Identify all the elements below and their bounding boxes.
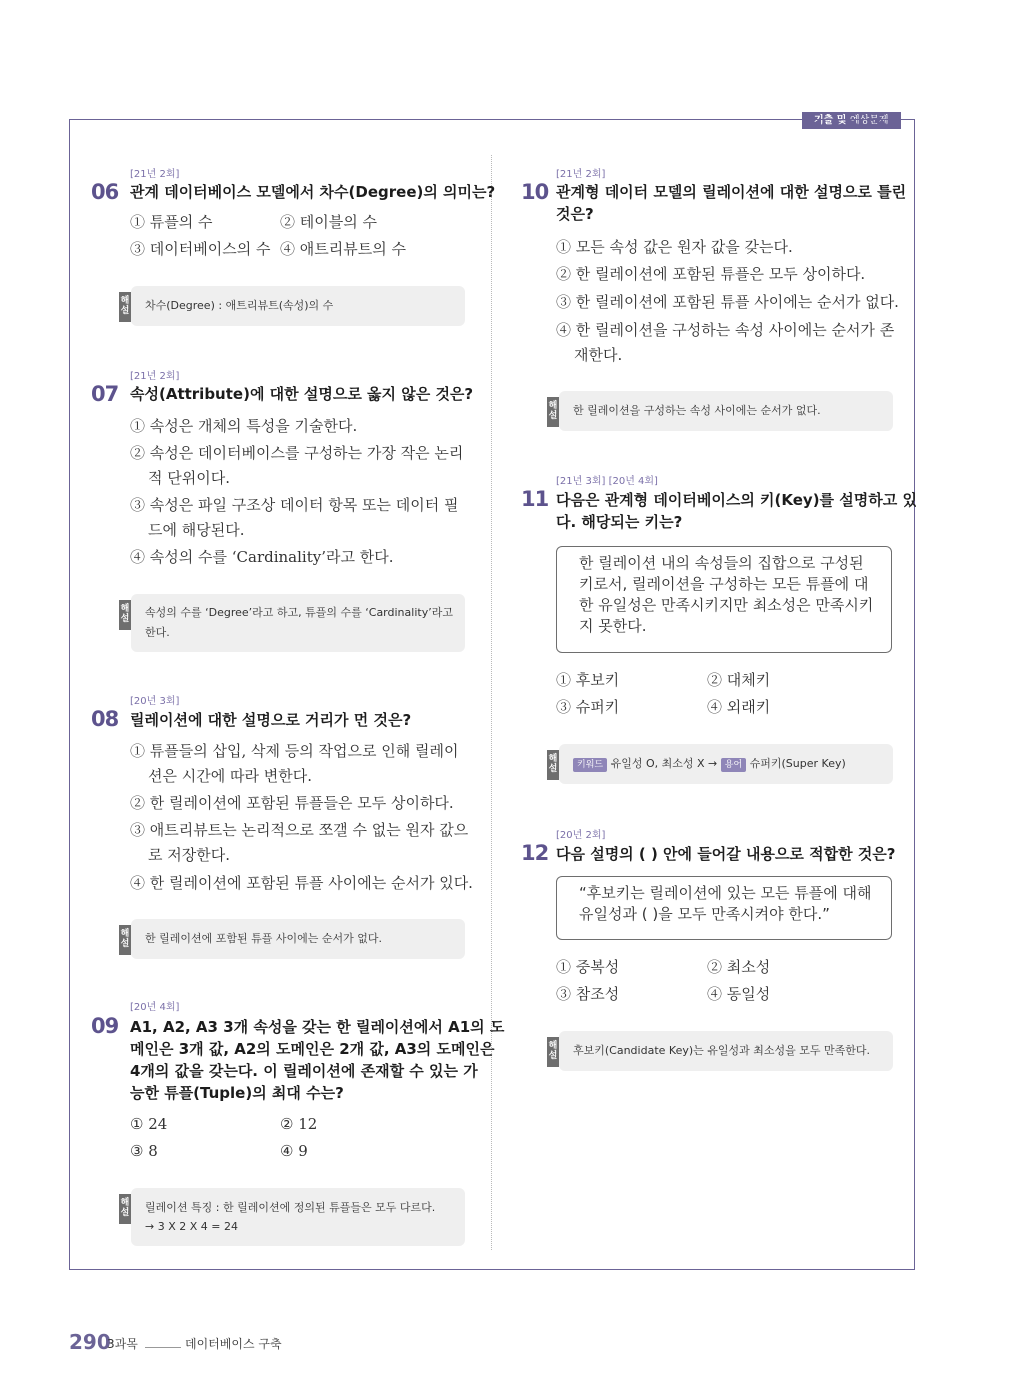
explanation-text: 속성의 수를 ‘Degree’라고 하고, 튜플의 수를 ‘Cardinality’라고 — [145, 606, 453, 619]
question-title: 다음 설명의 ( ) 안에 들어갈 내용으로 적합한 것은? — [556, 845, 896, 863]
question-title: 관계 데이터베이스 모델에서 차수(Degree)의 의미는? — [130, 183, 496, 201]
question-source: [20년 2회] — [556, 830, 606, 841]
option: ② 테이블의 수 — [280, 213, 377, 231]
explanation-text: 후보키(Candidate Key)는 유일성과 최소성을 모두 만족한다. — [573, 1044, 871, 1057]
question-number: 08 — [91, 707, 119, 731]
explanation-label: 해 설 — [119, 600, 131, 630]
explanation-text: 한 릴레이션에 포함된 튜플 사이에는 순서가 없다. — [145, 932, 382, 945]
question-title: 다. 해당되는 키는? — [556, 513, 683, 531]
question-source: [21년 3회] [20년 4회] — [556, 476, 658, 487]
explanation-text — [573, 754, 846, 774]
option: ④ 동일성 — [707, 985, 771, 1003]
explanation-text: 한 릴레이션을 구성하는 속성 사이에는 순서가 없다. — [573, 404, 821, 417]
question-number: 09 — [91, 1014, 119, 1038]
option: ① 튜플의 수 — [130, 213, 213, 231]
question-source: [21년 2회] — [556, 169, 606, 180]
option-cont: 션은 시간에 따라 변한다. — [148, 767, 312, 785]
explanation-label: 해 설 — [119, 1194, 131, 1224]
question-source: [20년 3회] — [130, 696, 180, 707]
option: ② 한 릴레이션에 포함된 튜플들은 모두 상이하다. — [130, 794, 454, 812]
footer-chapter: 데이터베이스 구축 — [185, 1337, 282, 1351]
explanation-box — [120, 919, 465, 959]
explanation-box — [120, 594, 465, 652]
explanation-label: 해 설 — [119, 925, 131, 955]
option: ② 한 릴레이션에 포함된 튜플은 모두 상이하다. — [556, 265, 866, 283]
option: ① 모든 속성 값은 원자 값을 갖는다. — [556, 238, 793, 256]
option: ④ 속성의 수를 ‘Cardinality’라고 한다. — [130, 548, 394, 566]
question-title: 4개의 값을 갖는다. 이 릴레이션에 존재할 수 있는 가 — [130, 1062, 478, 1080]
keyword-badge: 키워드 — [573, 758, 607, 772]
question-title: 능한 튜플(Tuple)의 최대 수는? — [130, 1084, 344, 1102]
explanation-box — [548, 391, 893, 431]
option-cont: 드에 해당된다. — [148, 521, 245, 539]
option: ② 속성은 데이터베이스를 구성하는 가장 작은 논리 — [130, 444, 464, 462]
explanation-box — [548, 744, 893, 784]
question-source: [21년 2회] — [130, 169, 180, 180]
option: ② 최소성 — [707, 958, 771, 976]
footer-subject: 3과목 — [107, 1337, 138, 1351]
question-number: 10 — [521, 180, 549, 204]
option-cont: 적 단위이다. — [148, 469, 230, 487]
box-line: 한 유일성은 만족시키지만 최소성은 만족시키 — [579, 596, 874, 614]
box-line: 유일성과 ( )을 모두 만족시켜야 한다.” — [579, 905, 830, 923]
option: ① 후보키 — [556, 671, 620, 689]
option: ③ 애트리뷰트는 논리적으로 쪼갤 수 없는 원자 값으 — [130, 821, 469, 839]
explanation-box — [120, 1188, 465, 1246]
question-title: 릴레이션에 대한 설명으로 거리가 먼 것은? — [130, 711, 412, 729]
explanation-label: 해 설 — [547, 1037, 559, 1067]
box-line: 키로서, 릴레이션을 구성하는 모든 튜플에 대 — [579, 575, 869, 593]
option: ① 튜플들의 삽입, 삭제 등의 작업으로 인해 릴레이 — [130, 742, 459, 760]
question-number: 12 — [521, 841, 549, 865]
question-number: 11 — [521, 487, 549, 511]
explanation-box — [120, 286, 465, 326]
option: ① 중복성 — [556, 958, 620, 976]
term-text: 슈퍼키(Super Key) — [749, 757, 846, 770]
box-line: 지 못한다. — [579, 617, 647, 635]
keyword-text: 유일성 O, 최소성 X → — [610, 757, 718, 770]
section-tag: 기출 및 예상문제 — [802, 112, 901, 129]
definition-box — [556, 546, 892, 653]
question-title: A1, A2, A3 3개 속성을 갖는 한 릴레이션에서 A1의 도 — [130, 1018, 505, 1036]
explanation-label: 해 설 — [119, 292, 131, 322]
option: ③ 슈퍼키 — [556, 698, 620, 716]
option: ④ 한 릴레이션을 구성하는 속성 사이에는 순서가 존 — [556, 321, 895, 339]
column-divider — [491, 155, 492, 1250]
question-number: 06 — [91, 180, 119, 204]
definition-box — [556, 876, 892, 940]
question-source: [21년 2회] — [130, 371, 180, 382]
box-line: 한 릴레이션 내의 속성들의 집합으로 구성된 — [579, 554, 864, 572]
option: ① 속성은 개체의 특성을 기술한다. — [130, 417, 358, 435]
option: ② 12 — [280, 1115, 318, 1133]
explanation-text: 한다. — [145, 626, 170, 639]
explanation-text: → 3 X 2 X 4 = 24 — [145, 1220, 238, 1233]
footer-divider — [145, 1347, 181, 1348]
option: ③ 속성은 파일 구조상 데이터 항목 또는 데이터 필 — [130, 496, 459, 514]
option: ③ 8 — [130, 1142, 158, 1160]
option: ① 24 — [130, 1115, 168, 1133]
explanation-label: 해 설 — [547, 397, 559, 427]
term-badge: 용어 — [721, 758, 746, 772]
explanation-label: 해 설 — [547, 750, 559, 780]
question-title: 다음은 관계형 데이터베이스의 키(Key)를 설명하고 있 — [556, 491, 917, 509]
option: ③ 데이터베이스의 수 — [130, 240, 271, 258]
option: ④ 애트리뷰트의 수 — [280, 240, 406, 258]
page-number: 290 — [69, 1330, 111, 1354]
option: ④ 한 릴레이션에 포함된 튜플 사이에는 순서가 있다. — [130, 874, 473, 892]
question-title: 속성(Attribute)에 대한 설명으로 옳지 않은 것은? — [130, 385, 474, 403]
question-title: 관계형 데이터 모델의 릴레이션에 대한 설명으로 틀린 — [556, 183, 907, 201]
question-title: 것은? — [556, 205, 594, 223]
option: ④ 외래키 — [707, 698, 771, 716]
option-cont: 로 저장한다. — [148, 846, 230, 864]
question-number: 07 — [91, 382, 119, 406]
option: ③ 한 릴레이션에 포함된 튜플 사이에는 순서가 없다. — [556, 293, 899, 311]
option-cont: 재한다. — [574, 346, 623, 364]
explanation-box — [548, 1031, 893, 1071]
question-title: 메인은 3개 값, A2의 도메인은 2개 값, A3의 도메인은 — [130, 1040, 495, 1058]
explanation-text: 차수(Degree) : 애트리뷰트(속성)의 수 — [145, 299, 334, 312]
option: ② 대체키 — [707, 671, 771, 689]
option: ③ 참조성 — [556, 985, 620, 1003]
option: ④ 9 — [280, 1142, 308, 1160]
box-line: “후보키는 릴레이션에 있는 모든 튜플에 대해 — [579, 884, 872, 902]
explanation-text: 릴레이션 특징 : 한 릴레이션에 정의된 튜플들은 모두 다르다. — [145, 1201, 436, 1214]
question-source: [20년 4회] — [130, 1002, 180, 1013]
